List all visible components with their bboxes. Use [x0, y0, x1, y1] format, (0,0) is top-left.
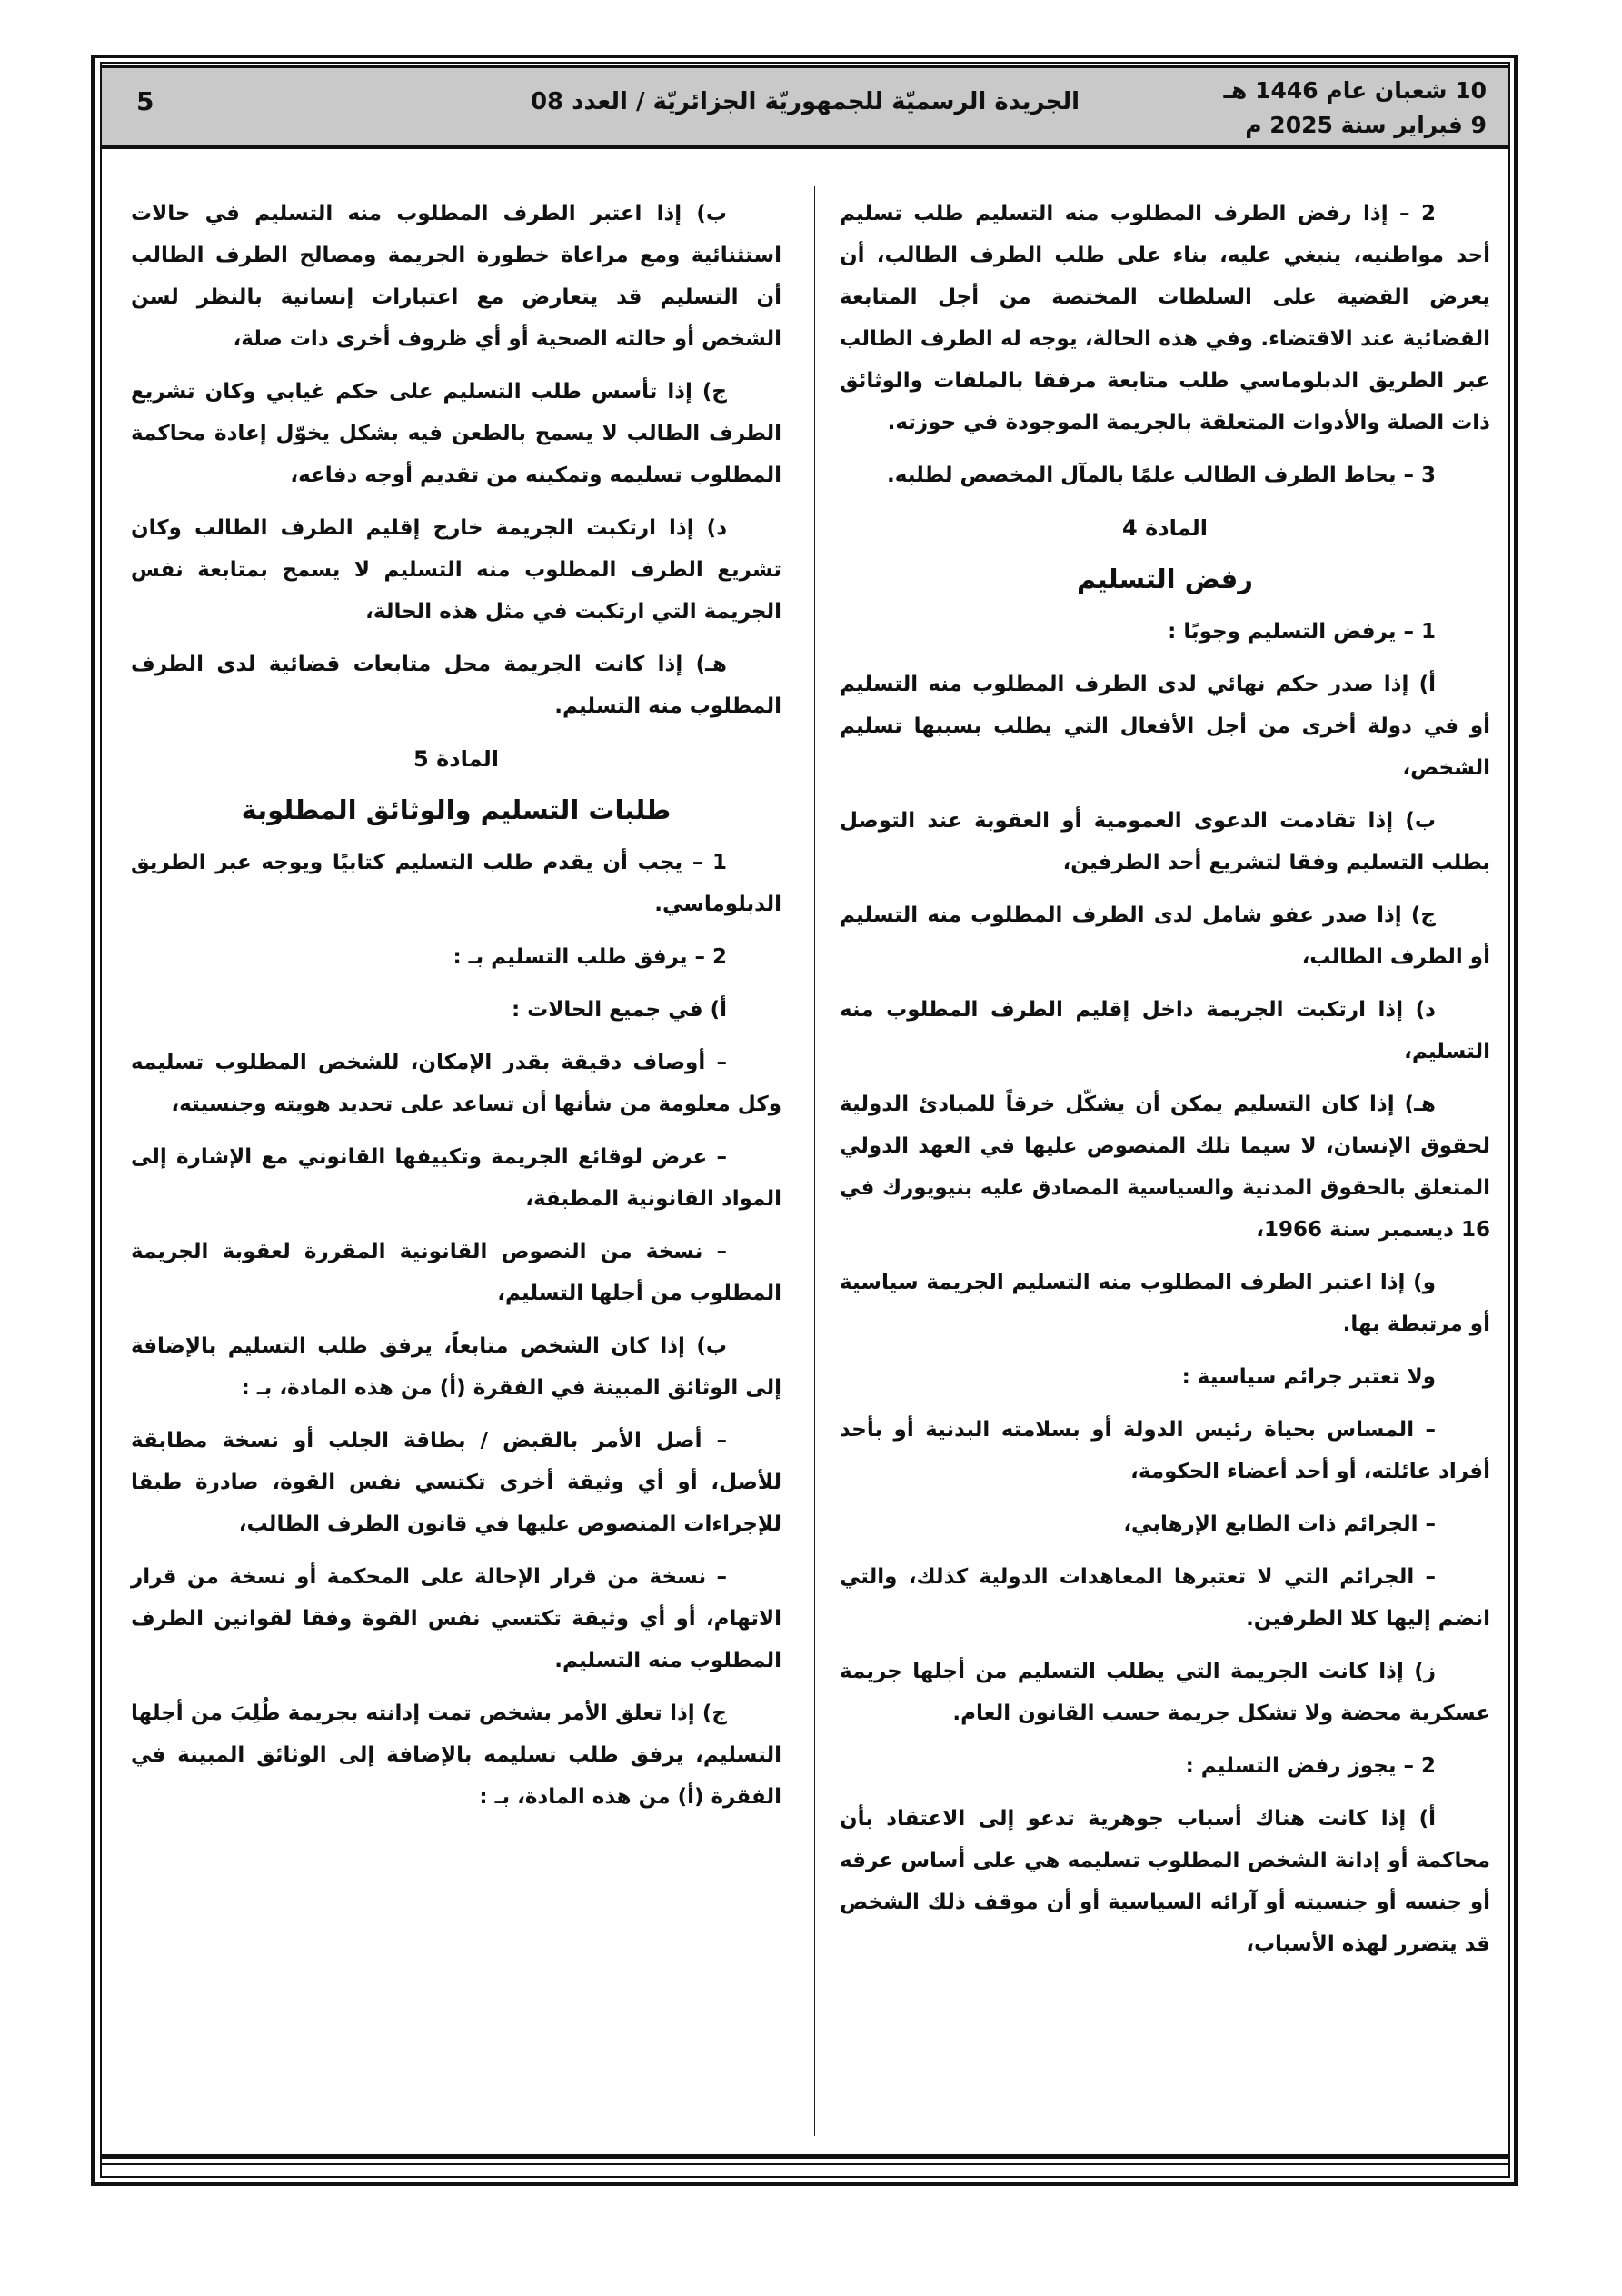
paragraph: و) إذا اعتبر الطرف المطلوب منه التسليم الجريمة سياسية أو مرتبطة بها. — [840, 1271, 1490, 1336]
paragraph: 1 – يجب أن يقدم طلب التسليم كتابيًا ويوجه عبر الطريق الدبلوماسي. — [131, 851, 781, 916]
paragraph: – عرض لوقائع الجريمة وتكييفها القانوني مع الإشارة إلى المواد القانونية المطبقة، — [131, 1145, 781, 1211]
article-heading: المادة 5 — [413, 746, 499, 772]
article-title: طلبات التسليم والوثائق المطلوبة — [241, 794, 672, 825]
paragraph: هـ) إذا كانت الجريمة محل متابعات قضائية لدى الطرف المطلوب منه التسليم. — [131, 653, 781, 718]
page-number: 5 — [136, 86, 154, 116]
paragraph: 1 – يرفض التسليم وجوبًا : — [1168, 620, 1436, 644]
gazette-title: الجريدة الرسميّة للجمهوريّة الجزائريّة / العدد 08 — [530, 88, 1080, 115]
date-gregorian: 9 فبراير سنة 2025 م — [1245, 112, 1487, 138]
paragraph: هـ) إذا كان التسليم يمكن أن يشكّل خرقاً للمبادئ الدولية لحقوق الإنسان، لا سيما تلك المنصوص عليها في العهد الدولي المتعلق بالحقوق المدنية والسياسية المصادق عليه بنيويورك في 16 ديسمبر سنة 1966، — [840, 1093, 1490, 1242]
paragraph: أ) إذا كانت هناك أسباب جوهرية تدعو إلى الاعتقاد بأن محاكمة أو إدانة الشخص المطلوب تسليمه هي على أساس عرقه أو جنسه أو جنسيته أو آرائه السياسية أو أن موقف ذلك الشخص قد يتضرر لهذه الأسباب، — [840, 1807, 1490, 1956]
gazette-header — [102, 65, 1508, 149]
paragraph: – المساس بحياة رئيس الدولة أو بسلامته البدنية أو بأحد أفراد عائلته، أو أحد أعضاء الحكومة، — [840, 1418, 1490, 1483]
paragraph: أ) إذا صدر حكم نهائي لدى الطرف المطلوب منه التسليم أو في دولة أخرى من أجل الأفعال التي يطلب بسببها تسليم الشخص، — [840, 673, 1490, 780]
paragraph: ب) إذا كان الشخص متابعاً، يرفق طلب التسليم بالإضافة إلى الوثائق المبينة في الفقرة (أ) من هذه المادة، بـ : — [131, 1334, 781, 1400]
paragraph: 3 – يحاط الطرف الطالب علمًا بالمآل المخصص لطلبه. — [887, 464, 1436, 487]
paragraph: – أوصاف دقيقة بقدر الإمكان، للشخص المطلوب تسليمه وكل معلومة من شأنها أن تساعد على تحديد هويته وجنسيته، — [131, 1051, 781, 1116]
paragraph: – الجرائم ذات الطابع الإرهابي، — [1123, 1512, 1436, 1536]
bottom-rule-thick — [102, 2154, 1508, 2159]
paragraph: د) إذا ارتكبت الجريمة خارج إقليم الطرف الطالب وكان تشريع الطرف المطلوب منه التسليم لا يسمح بمتابعة نفس الجريمة التي ارتكبت في مثل هذه الحالة، — [131, 516, 781, 624]
paragraph: ج) إذا صدر عفو شامل لدى الطرف المطلوب منه التسليم أو الطرف الطالب، — [840, 903, 1490, 969]
left-column — [131, 193, 781, 1829]
bottom-rule-thin — [102, 2163, 1508, 2165]
paragraph: د) إذا ارتكبت الجريمة داخل إقليم الطرف المطلوب منه التسليم، — [840, 998, 1490, 1063]
paragraph: – نسخة من النصوص القانونية المقررة لعقوبة الجريمة المطلوب من أجلها التسليم، — [131, 1240, 781, 1305]
paragraph: ب) إذا تقادمت الدعوى العمومية أو العقوبة عند التوصل بطلب التسليم وفقا لتشريع أحد الطرفين، — [840, 809, 1490, 874]
paragraph: ز) إذا كانت الجريمة التي يطلب التسليم من أجلها جريمة عسكرية محضة ولا تشكل جريمة حسب القانون العام. — [840, 1660, 1490, 1725]
paragraph: أ) في جميع الحالات : — [511, 998, 727, 1022]
paragraph: 2 – يرفق طلب التسليم بـ : — [453, 945, 727, 969]
paragraph: – نسخة من قرار الإحالة على المحكمة أو نسخة من قرار الاتهام، أو أي وثيقة تكتسي نفس القوة وفقا لقوانين الطرف المطلوب منه التسليم. — [131, 1565, 781, 1672]
paragraph: ج) إذا تأسس طلب التسليم على حكم غيابي وكان تشريع الطرف الطالب لا يسمح بالطعن فيه بشكل يخوّل إعادة محاكمة المطلوب تسليمه وتمكينه من تقديم أوجه دفاعه، — [131, 380, 781, 487]
article-heading: المادة 4 — [1122, 515, 1208, 541]
paragraph: 2 – إذا رفض الطرف المطلوب منه التسليم طلب تسليم أحد مواطنيه، ينبغي عليه، بناء على طلب الطرف الطالب، أن يعرض القضية على السلطات المختصة من أجل المتابعة القضائية عند الاقتضاء. وفي هذه الحالة، يوجه له الطرف الطالب عبر الطريق الدبلوماسي طلب متابعة مرفقا بالملفات والوثائق ذات الصلة والأدوات المتعلقة بالجريمة الموجودة في حوزته. — [840, 202, 1490, 434]
paragraph: 2 – يجوز رفض التسليم : — [1185, 1754, 1436, 1778]
paragraph: – الجرائم التي لا تعتبرها المعاهدات الدولية كذلك، والتي انضم إليها كلا الطرفين. — [840, 1565, 1490, 1631]
paragraph: – أصل الأمر بالقبض / بطاقة الجلب أو نسخة مطابقة للأصل، أو أي وثيقة أخرى تكتسي نفس القوة، صادرة طبقا للإجراءات المنصوص عليها في قانون الطرف الطالب، — [131, 1429, 781, 1536]
article-title: رفض التسليم — [1077, 564, 1253, 594]
date-hijri: 10 شعبان عام 1446 هـ — [1223, 77, 1487, 104]
column-divider — [814, 186, 815, 2136]
right-column — [840, 193, 1490, 1976]
paragraph: ولا تعتبر جرائم سياسية : — [1181, 1365, 1436, 1389]
paragraph: ج) إذا تعلق الأمر بشخص تمت إدانته بجريمة طُلِبَ من أجلها التسليم، يرفق طلب تسليمه بالإضافة إلى الوثائق المبينة في الفقرة (أ) من هذه المادة، بـ : — [131, 1702, 781, 1809]
paragraph: ب) إذا اعتبر الطرف المطلوب منه التسليم في حالات استثنائية ومع مراعاة خطورة الجريمة ومصالح الطرف الطالب أن التسليم قد يتعارض مع اعتبارات إنسانية بالنظر لسن الشخص أو حالته الصحية أو أي ظروف أخرى ذات صلة، — [131, 202, 781, 351]
